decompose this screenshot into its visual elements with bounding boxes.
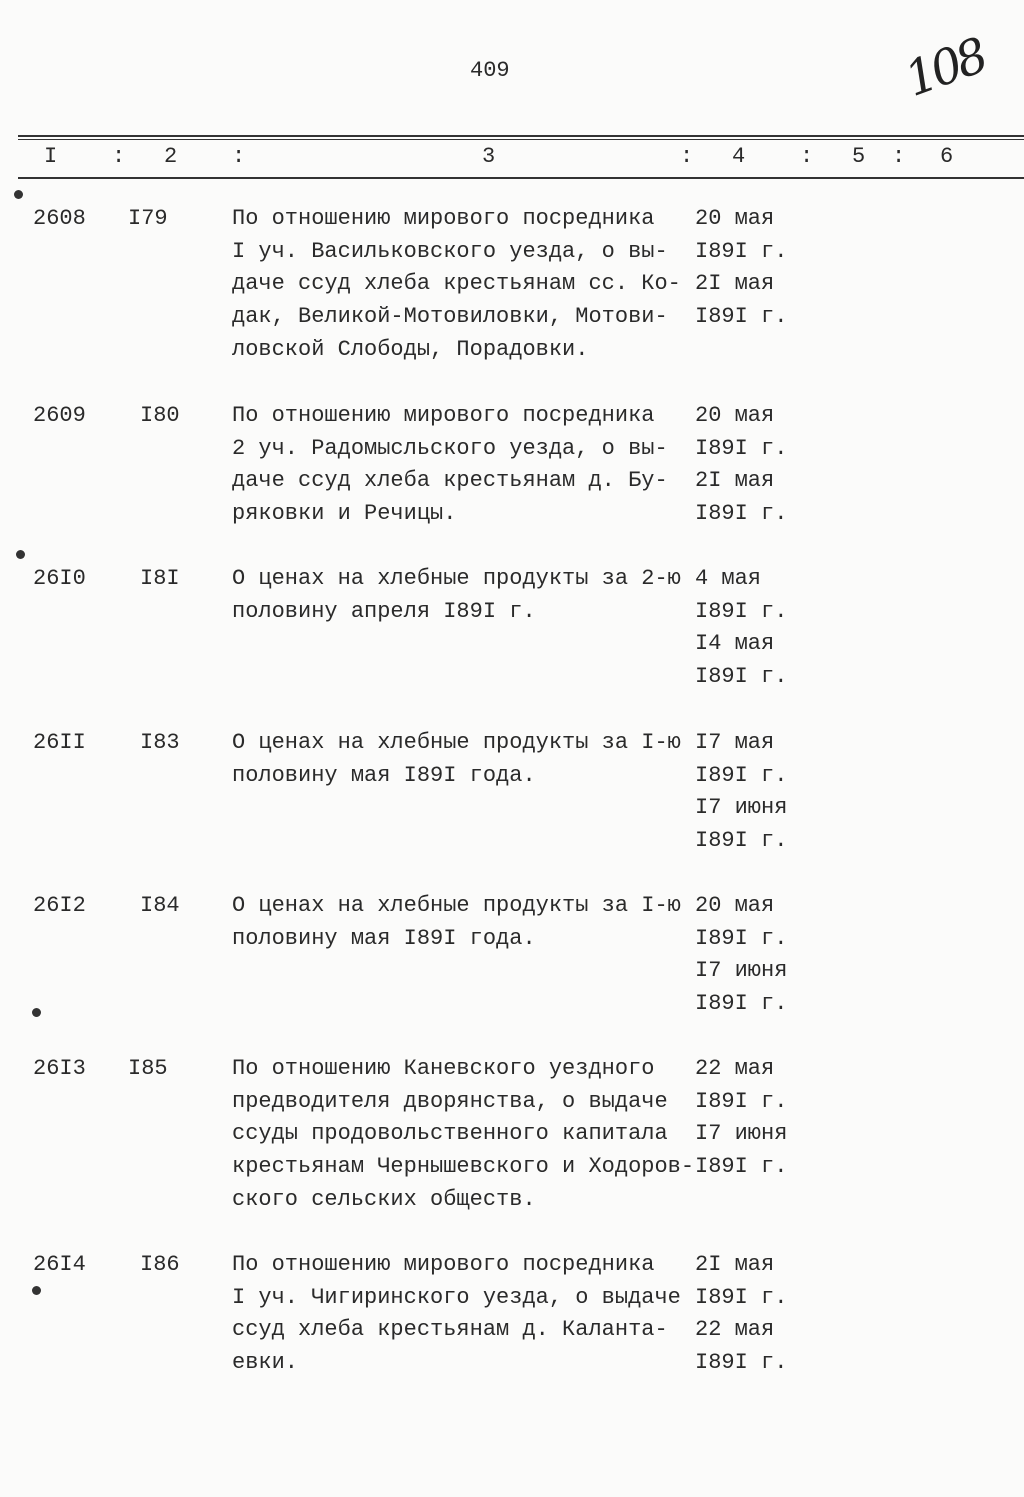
date-line: I7 мая <box>695 730 775 755</box>
ink-dot <box>32 1286 41 1295</box>
entry-description <box>232 890 681 955</box>
date-line: I89I г. <box>695 828 788 854</box>
entry-dates <box>695 727 787 858</box>
date-line: I89I г. <box>695 1154 788 1180</box>
description-line: половину мая I89I года. <box>232 925 536 951</box>
page-number: 409 <box>470 58 510 83</box>
description-line: ссуды продовольственного капитала <box>232 1121 668 1147</box>
date-line: I89I г. <box>695 1284 788 1310</box>
date-line: 20 мая <box>695 403 775 428</box>
date-line: I89I г. <box>695 435 788 461</box>
date-line: I89I г. <box>695 762 788 788</box>
date-line: I89I г. <box>695 304 788 330</box>
sheet-number: I83 <box>140 730 180 755</box>
column-header-5: 5 <box>852 144 866 169</box>
date-line: 2I мая <box>695 468 775 494</box>
entry-number: 26I2 <box>33 893 86 918</box>
sheet-number: I8I <box>140 566 180 591</box>
entry-description <box>232 727 681 792</box>
column-separator: : <box>112 144 126 169</box>
header-bottom-rule <box>18 177 1024 179</box>
description-line: ссуд хлеба крестьянам д. Каланта- <box>232 1317 668 1343</box>
entry-dates <box>695 400 787 531</box>
description-line: даче ссуд хлеба крестьянам сс. Ко- <box>232 271 681 297</box>
sheet-number: I84 <box>140 893 180 918</box>
column-header-6: 6 <box>940 144 954 169</box>
sheet-number: I86 <box>140 1252 180 1277</box>
description-line: По отношению мирового посредника <box>232 1252 655 1277</box>
date-line: 20 мая <box>695 206 775 231</box>
column-separator: : <box>232 144 246 169</box>
date-line: I89I г. <box>695 664 788 690</box>
description-line: О ценах на хлебные продукты за I-ю <box>232 730 681 755</box>
date-line: 4 мая <box>695 566 762 591</box>
entry-dates <box>695 203 787 334</box>
description-line: I уч. Чигиринского уезда, о выдаче <box>232 1284 681 1310</box>
description-line: ловской Слободы, Порадовки. <box>232 336 589 362</box>
description-line: крестьянам Чернышевского и Ходоров- <box>232 1154 695 1180</box>
entry-number: 26II <box>33 730 86 755</box>
description-line: О ценах на хлебные продукты за I-ю <box>232 893 681 918</box>
column-separator: : <box>680 144 694 169</box>
description-line: По отношению мирового посредника <box>232 403 655 428</box>
entry-number: 2608 <box>33 206 86 231</box>
date-line: 20 мая <box>695 893 775 918</box>
entry-dates <box>695 1249 787 1380</box>
entry-dates <box>695 563 787 694</box>
date-line: I7 июня <box>695 795 788 821</box>
column-header-I: I <box>44 144 58 169</box>
ink-dot <box>16 550 25 559</box>
entry-description <box>232 1249 681 1380</box>
description-line: I уч. Васильковского уезда, о вы- <box>232 238 668 264</box>
entry-number: 26I4 <box>33 1252 86 1277</box>
date-line: 2I мая <box>695 1252 775 1277</box>
date-line: I89I г. <box>695 991 788 1017</box>
description-line: ряковки и Речицы. <box>232 501 457 527</box>
description-line: даче ссуд хлеба крестьянам д. Бу- <box>232 468 668 494</box>
description-line: дак, Великой-Мотовиловки, Мотови- <box>232 304 668 330</box>
date-line: I89I г. <box>695 925 788 951</box>
description-line: евки. <box>232 1350 299 1376</box>
date-line: I7 июня <box>695 958 788 984</box>
handwritten-sheet-number: 108 <box>897 28 992 108</box>
column-header-4: 4 <box>732 144 746 169</box>
date-line: I89I г. <box>695 1350 788 1376</box>
date-line: 22 мая <box>695 1056 775 1081</box>
description-line: О ценах на хлебные продукты за 2-ю <box>232 566 681 591</box>
entry-dates <box>695 890 787 1021</box>
column-separator: : <box>800 144 814 169</box>
date-line: I89I г. <box>695 501 788 527</box>
description-line: половину мая I89I года. <box>232 762 536 788</box>
column-header-3: 3 <box>482 144 496 169</box>
sheet-number: I79 <box>128 206 168 231</box>
date-line: 22 мая <box>695 1317 775 1343</box>
entry-number: 26I3 <box>33 1056 86 1081</box>
description-line: предводителя дворянства, о выдаче <box>232 1088 668 1114</box>
ink-dot <box>32 1008 41 1017</box>
header-top-rule <box>18 135 1024 137</box>
entry-description <box>232 400 668 531</box>
column-separator: : <box>892 144 906 169</box>
description-line: По отношению мирового посредника <box>232 206 655 231</box>
date-line: 2I мая <box>695 271 775 297</box>
entry-number: 26I0 <box>33 566 86 591</box>
entry-dates <box>695 1053 787 1184</box>
description-line: По отношению Каневского уездного <box>232 1056 655 1081</box>
description-line: 2 уч. Радомысльского уезда, о вы- <box>232 435 668 461</box>
date-line: I89I г. <box>695 1088 788 1114</box>
date-line: I7 июня <box>695 1121 788 1147</box>
date-line: I89I г. <box>695 238 788 264</box>
date-line: I89I г. <box>695 598 788 624</box>
entry-description <box>232 563 681 628</box>
header-top-rule-2 <box>18 139 1024 140</box>
entry-description <box>232 1053 694 1217</box>
sheet-number: I85 <box>128 1056 168 1081</box>
description-line: ского сельских обществ. <box>232 1186 536 1212</box>
sheet-number: I80 <box>140 403 180 428</box>
ink-dot <box>14 190 23 199</box>
entry-number: 2609 <box>33 403 86 428</box>
description-line: половину апреля I89I г. <box>232 598 536 624</box>
date-line: I4 мая <box>695 631 775 657</box>
entry-description <box>232 203 681 367</box>
column-header-2: 2 <box>164 144 178 169</box>
